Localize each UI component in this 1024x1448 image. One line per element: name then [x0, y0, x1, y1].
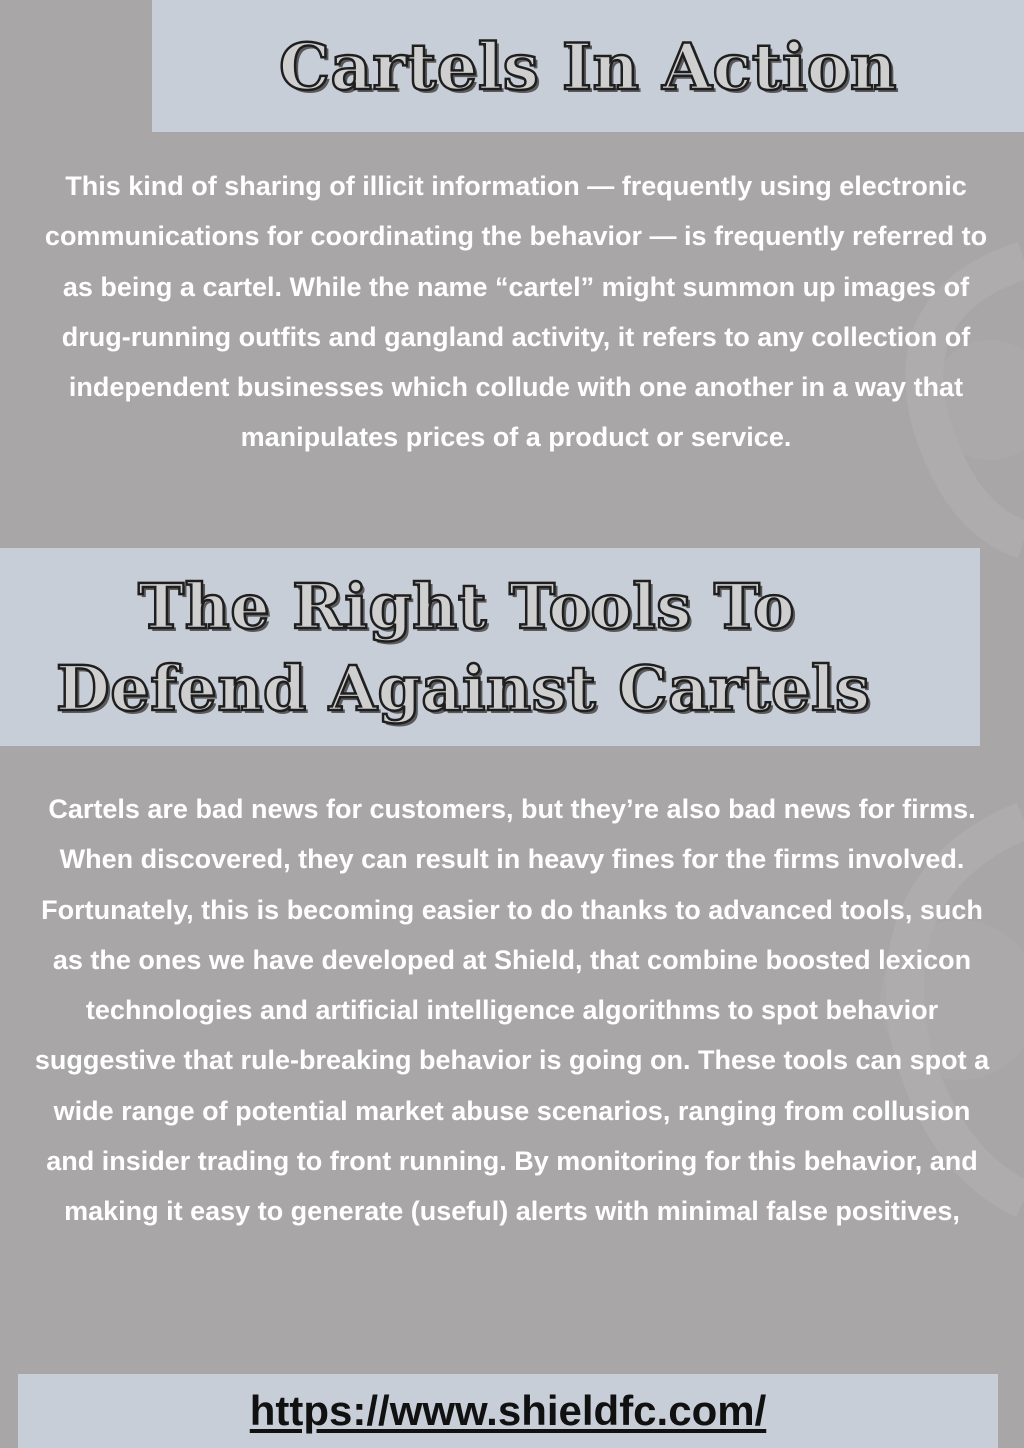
section2-paragraph: Cartels are bad news for customers, but they’re also bad news for firms. When discovered, they can result in heavy fines for the firms involved. Fortunately, this is becoming easier to do thanks to advanced tools, such as the ones we have developed at Shield, that combine boosted lexicon technologies and artificial intelligence algorithms to spot behavior suggestive that rule-breaking behavior is going on. These tools can spot a wide range of potential market abuse scenarios, ranging from collusion and insider trading to front running. By monitoring for this behavior, and making it easy to generate (useful) alerts with minimal false positives, [34, 794, 990, 1227]
section-heading-right-tools-line2: Defend Against Cartels [56, 652, 871, 725]
section-heading-cartels-in-action: Cartels In Action [279, 30, 897, 105]
section-heading-right-tools-line1: The Right Tools To [138, 570, 796, 643]
website-link[interactable]: https://www.shieldfc.com/ [249, 1387, 767, 1434]
section1-paragraph: This kind of sharing of illicit information — frequently using electronic communications for coordinating the behavior — is frequently referred to as being a cartel. While the name “cartel” might summon up images of drug-running outfits and gangland activity, it refers to any collection of independent businesses which collude with one another in a way that manipulates prices of a product or service. [44, 171, 988, 453]
